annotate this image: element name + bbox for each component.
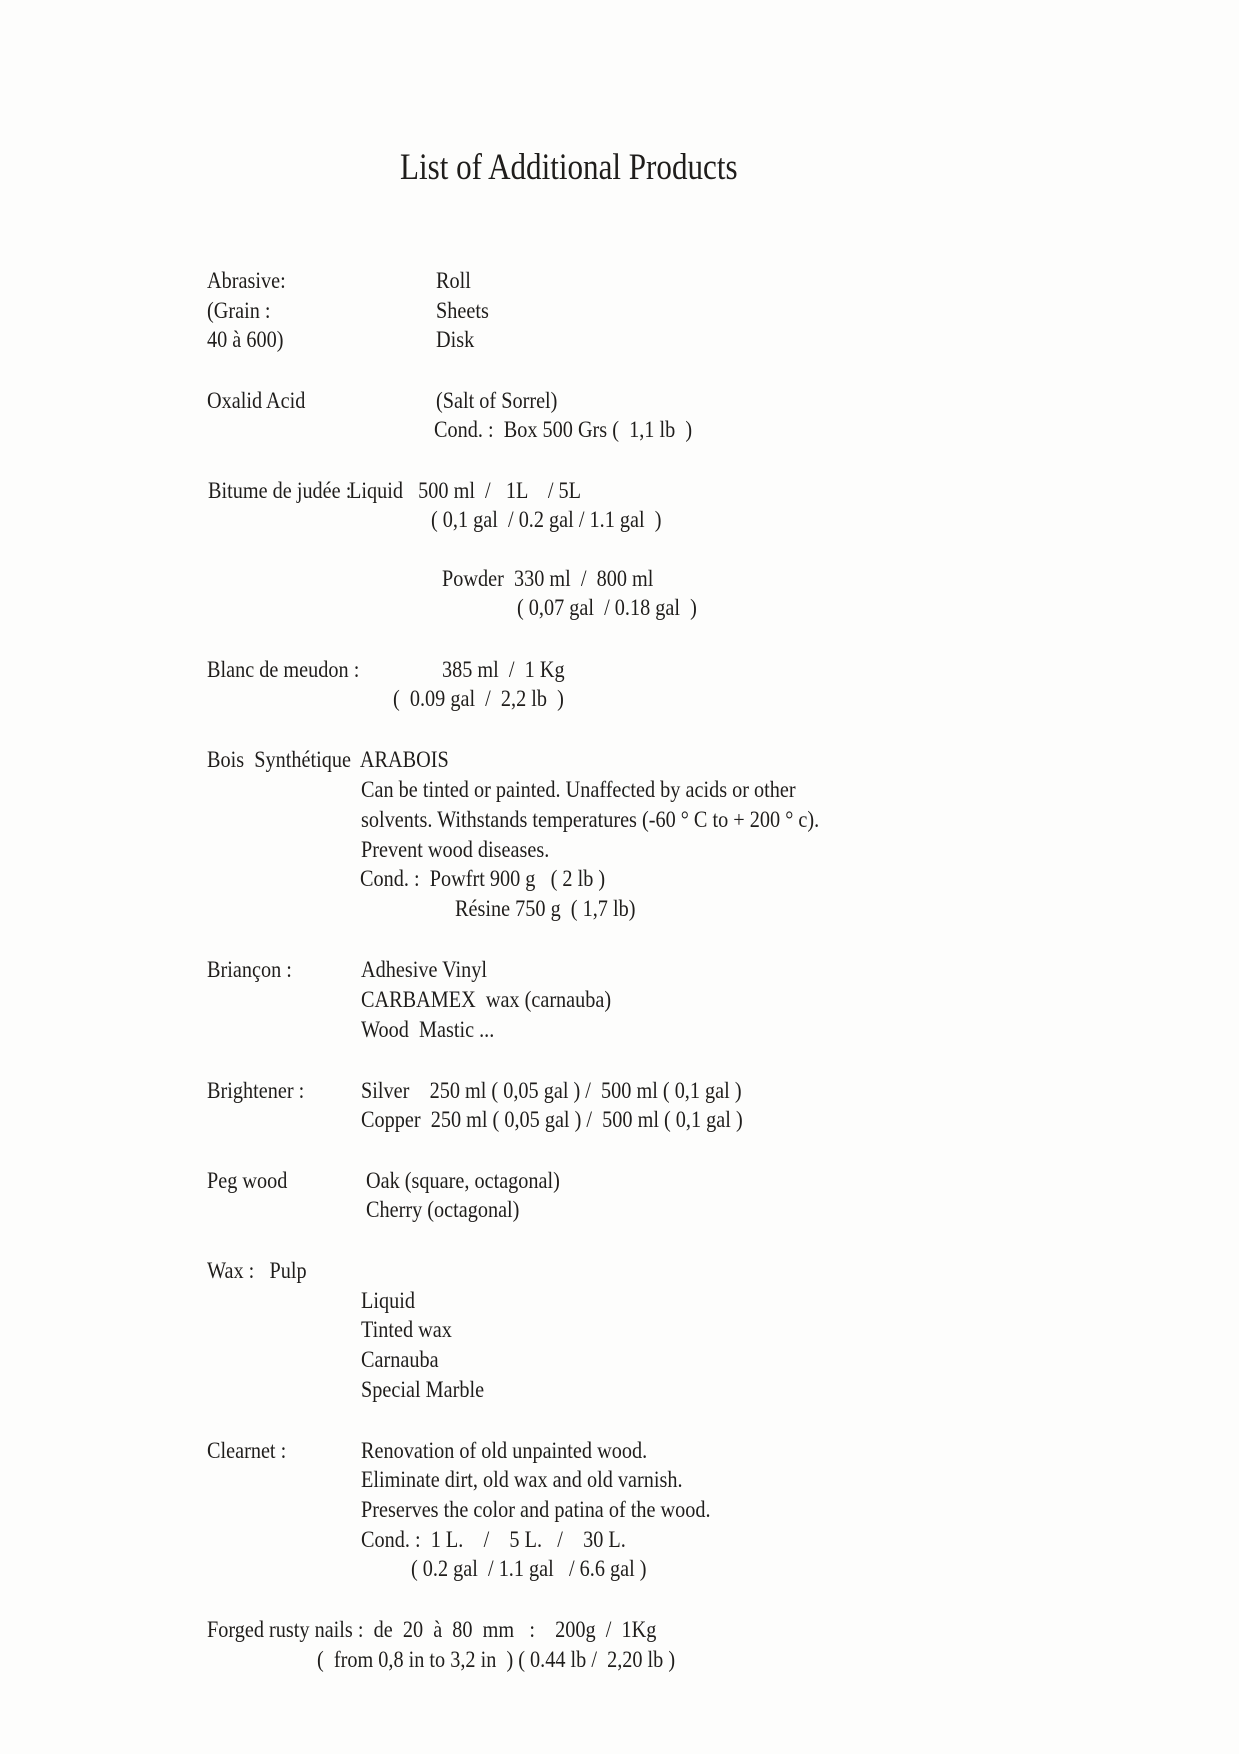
wax-tinted: Tinted wax (361, 1317, 452, 1342)
abrasive-label-line3: 40 à 600) (207, 327, 284, 352)
abrasive-value-roll: Roll (436, 268, 471, 293)
wax-label: Wax : Pulp (207, 1258, 307, 1283)
brightener-label: Brightener : (207, 1078, 305, 1103)
clearnet-desc-line1: Renovation of old unpainted wood. (361, 1438, 648, 1463)
pegwood-cherry: Cherry (octagonal) (366, 1197, 520, 1222)
clearnet-label: Clearnet : (207, 1438, 287, 1463)
brightener-copper: Copper 250 ml ( 0,05 gal ) / 500 ml ( 0,1 gal ) (361, 1107, 743, 1132)
wax-carnauba: Carnauba (361, 1347, 439, 1372)
arabois-desc-line3: Prevent wood diseases. (361, 837, 550, 862)
abrasive-value-disk: Disk (436, 327, 475, 352)
page-title: List of Additional Products (400, 147, 738, 188)
briancon-label: Briançon : (207, 957, 292, 982)
arabois-cond-powder: Cond. : Powfrt 900 g ( 2 lb ) (360, 866, 606, 891)
abrasive-label-line2: (Grain : (207, 298, 271, 323)
blanc-label: Blanc de meudon : (207, 657, 360, 682)
wax-special-marble: Special Marble (361, 1377, 485, 1402)
oxalid-salt-of-sorrel: (Salt of Sorrel) (436, 388, 558, 413)
oxalid-cond: Cond. : Box 500 Grs ( 1,1 lb ) (434, 417, 693, 442)
clearnet-desc-line3: Preserves the color and patina of the wood. (361, 1497, 711, 1522)
wax-liquid: Liquid (361, 1288, 415, 1313)
clearnet-cond: Cond. : 1 L. / 5 L. / 30 L. (361, 1527, 626, 1552)
bitume-liquid-gallons: ( 0,1 gal / 0.2 gal / 1.1 gal ) (431, 507, 662, 532)
pegwood-label: Peg wood (207, 1168, 288, 1193)
oxalid-label: Oxalid Acid (207, 388, 306, 413)
bitume-label: Bitume de judée : (208, 478, 352, 503)
abrasive-value-sheets: Sheets (436, 298, 489, 323)
arabois-header: Bois Synthétique ARABOIS (207, 747, 449, 772)
arabois-desc-line2: solvents. Withstands temperatures (-60 ° C to + 200 ° c). (361, 807, 820, 832)
pegwood-oak: Oak (square, octagonal) (366, 1168, 560, 1193)
briancon-adhesive-vinyl: Adhesive Vinyl (361, 957, 488, 982)
blanc-sizes: 385 ml / 1 Kg (442, 657, 565, 682)
nails-line2: ( from 0,8 in to 3,2 in ) ( 0.44 lb / 2,20 lb ) (317, 1647, 676, 1672)
briancon-wood-mastic: Wood Mastic ... (361, 1017, 495, 1042)
clearnet-desc-line2: Eliminate dirt, old wax and old varnish. (361, 1467, 683, 1492)
arabois-desc-line1: Can be tinted or painted. Unaffected by acids or other (361, 777, 796, 802)
blanc-gallons: ( 0.09 gal / 2,2 lb ) (393, 686, 564, 711)
brightener-silver: Silver 250 ml ( 0,05 gal ) / 500 ml ( 0,1 gal ) (361, 1078, 742, 1103)
clearnet-gallons: ( 0.2 gal / 1.1 gal / 6.6 gal ) (411, 1556, 647, 1581)
bitume-powder-sizes: Powder 330 ml / 800 ml (442, 566, 654, 591)
briancon-carbamex: CARBAMEX wax (carnauba) (361, 987, 612, 1012)
nails-line1: Forged rusty nails : de 20 à 80 mm : 200g / 1Kg (207, 1617, 657, 1642)
arabois-cond-resin: Résine 750 g ( 1,7 lb) (455, 896, 636, 921)
abrasive-label-line1: Abrasive: (207, 268, 286, 293)
bitume-powder-gallons: ( 0,07 gal / 0.18 gal ) (517, 595, 697, 620)
bitume-liquid-sizes: Liquid 500 ml / 1L / 5L (349, 478, 582, 503)
